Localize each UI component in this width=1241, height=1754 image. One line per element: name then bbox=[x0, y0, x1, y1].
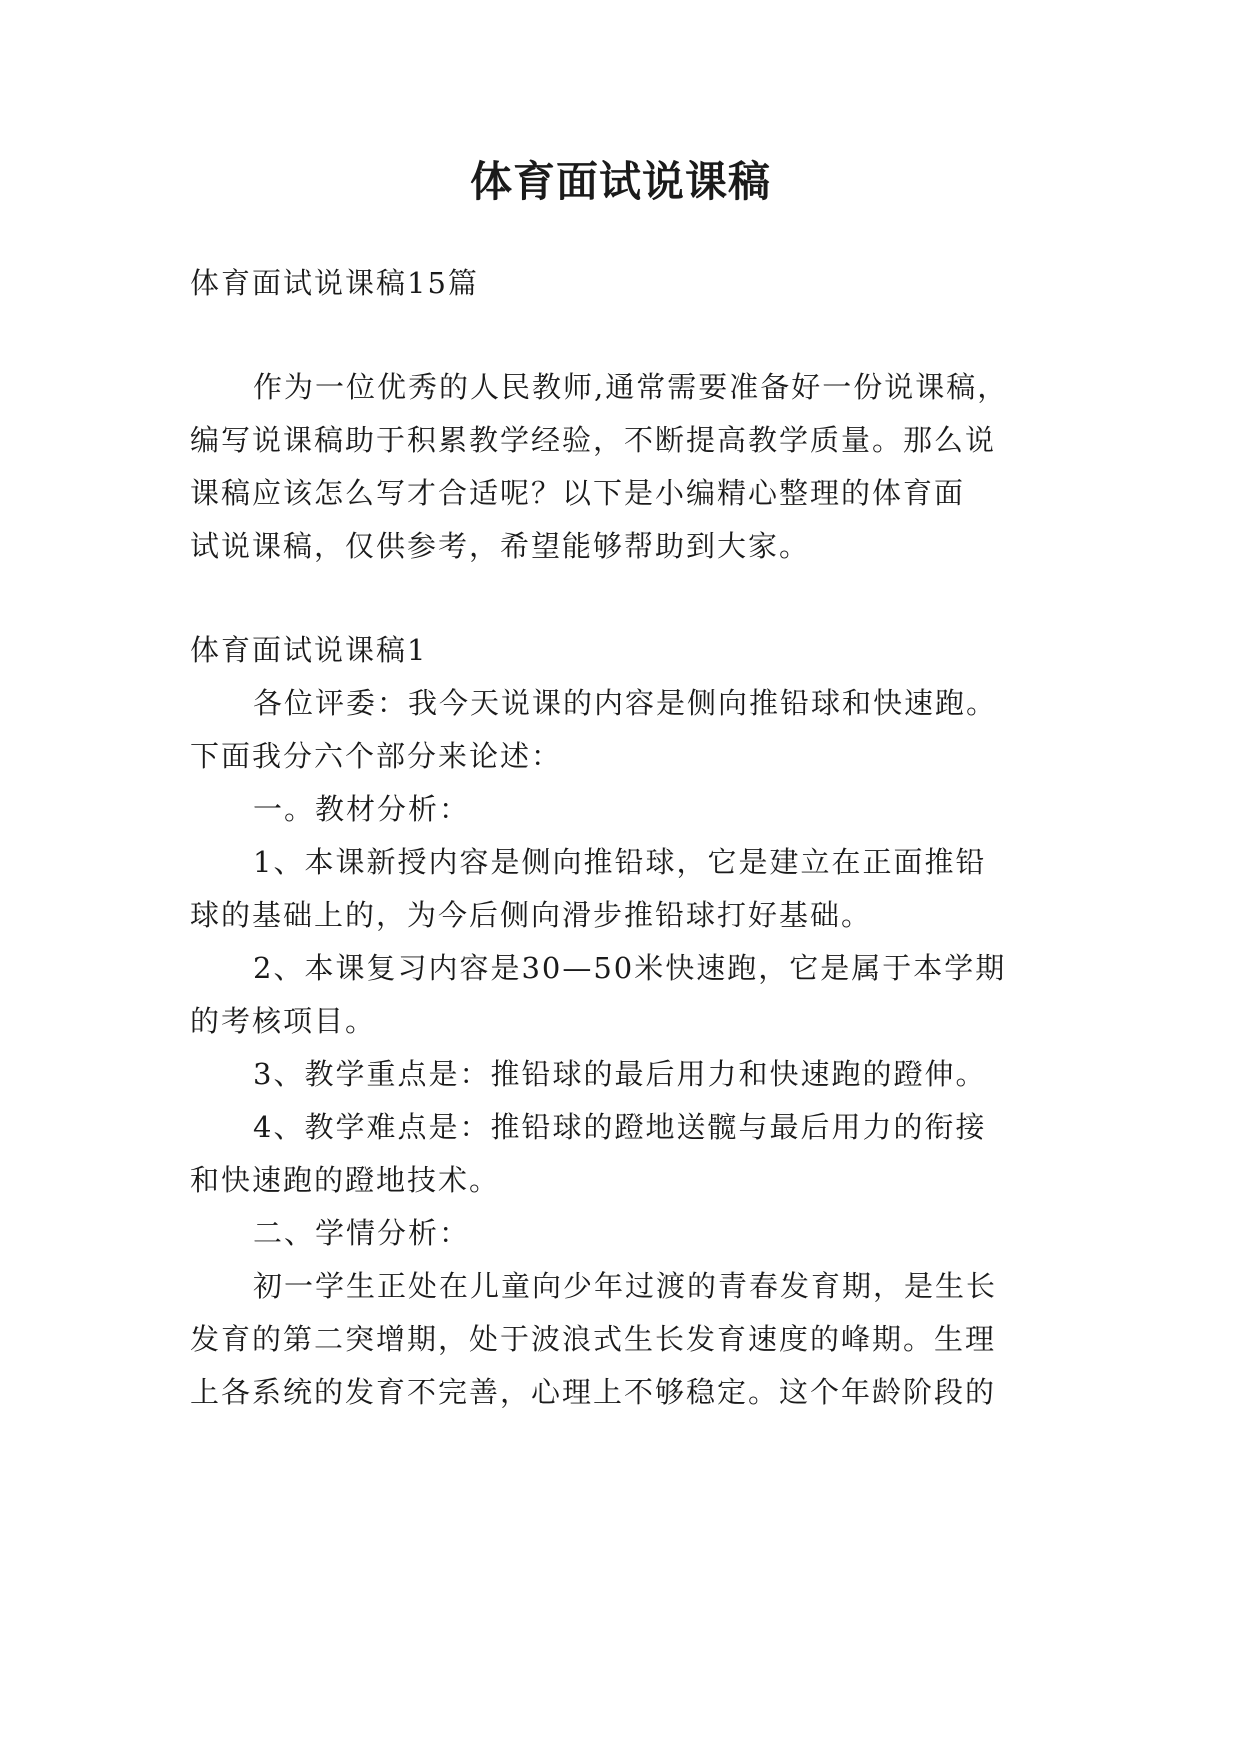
document-title: 体育面试说课稿 bbox=[469, 157, 771, 206]
body-line: 的考核项目。 bbox=[190, 1004, 377, 1038]
body-line: 1、本课新授内容是侧向推铅球，它是建立在正面推铅 bbox=[253, 845, 987, 879]
body-line: 球的基础上的，为今后侧向滑步推铅球打好基础。 bbox=[190, 898, 873, 932]
section-heading: 体育面试说课稿1 bbox=[190, 633, 428, 667]
body-line: 4、教学难点是：推铅球的蹬地送髋与最后用力的衔接 bbox=[253, 1110, 987, 1144]
body-line: 3、教学重点是：推铅球的最后用力和快速跑的蹬伸。 bbox=[253, 1057, 987, 1091]
intro-line: 作为一位优秀的人民教师,通常需要准备好一份说课稿， bbox=[253, 370, 1009, 404]
intro-line: 试说课稿，仅供参考，希望能够帮助到大家。 bbox=[190, 529, 811, 563]
body-line: 初一学生正处在儿童向少年过渡的青春发育期，是生长 bbox=[253, 1269, 998, 1303]
intro-line: 编写说课稿助于积累教学经验，不断提高教学质量。那么说 bbox=[190, 423, 997, 457]
body-line: 一。教材分析： bbox=[253, 792, 471, 826]
body-line: 二、学情分析： bbox=[253, 1216, 471, 1250]
document-subtitle: 体育面试说课稿15篇 bbox=[190, 266, 479, 300]
body-line: 发育的第二突增期，处于波浪式生长发育速度的峰期。生理 bbox=[190, 1322, 997, 1356]
body-line: 各位评委：我今天说课的内容是侧向推铅球和快速跑。 bbox=[253, 686, 998, 720]
body-line: 2、本课复习内容是30—50米快速跑，它是属于本学期 bbox=[253, 951, 1007, 985]
body-line: 和快速跑的蹬地技术。 bbox=[190, 1163, 501, 1197]
body-line: 下面我分六个部分来论述： bbox=[190, 739, 563, 773]
body-line: 上各系统的发育不完善，心理上不够稳定。这个年龄阶段的 bbox=[190, 1375, 997, 1409]
intro-line: 课稿应该怎么写才合适呢？以下是小编精心整理的体育面 bbox=[190, 476, 966, 510]
